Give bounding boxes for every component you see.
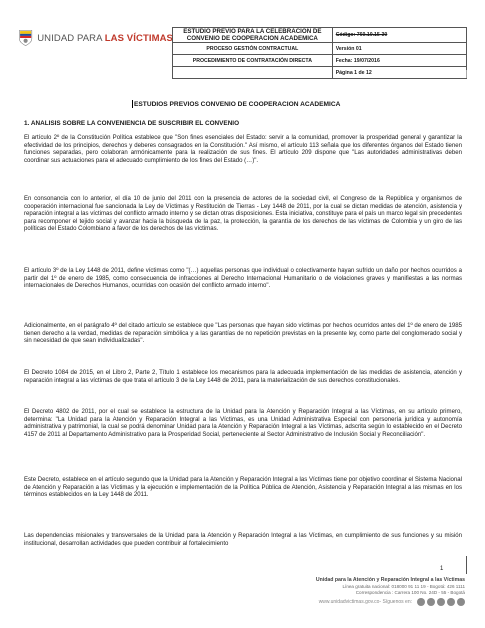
footer-address: Correspondencia : Carrera 100 No. 24D - 55 - Bogotá bbox=[355, 590, 465, 595]
footer bbox=[285, 577, 465, 606]
footer-website-link[interactable]: www.unidadvictimas.gov.co bbox=[318, 599, 380, 605]
footer-entity: Unidad para la Atención y Reparación Integral a las Víctimas bbox=[315, 577, 465, 583]
social-icons bbox=[415, 598, 465, 606]
facebook-icon[interactable] bbox=[427, 598, 435, 606]
page-number: 1 bbox=[440, 566, 444, 572]
footer-web-row bbox=[285, 598, 465, 606]
process-name: PROCESO GESTIÓN CONTRACTUAL bbox=[173, 43, 333, 55]
procedure-name: PROCEDIMIENTO DE CONTRATACIÓN DIRECTA bbox=[173, 55, 333, 67]
instagram-icon[interactable] bbox=[457, 598, 465, 606]
document-code: Código: 760.10.15-30 bbox=[332, 28, 466, 43]
flickr-icon[interactable] bbox=[447, 598, 455, 606]
footer-phone: Línea gratuita nacional: 018000 91 11 19 - Bogotá: 426 1111 bbox=[342, 584, 465, 589]
header-table bbox=[172, 27, 467, 79]
brand-name: UNIDAD PARA LAS VÍCTIMAS bbox=[37, 32, 173, 44]
document-title: ESTUDIOS PREVIOS CONVENIO DE COOPERACION ACADEMICA bbox=[134, 100, 341, 108]
youtube-icon[interactable] bbox=[437, 598, 445, 606]
page-label: Página 1 de 12 bbox=[332, 67, 466, 79]
section-title: 1. ANALISIS SOBRE LA CONVENIENCIA DE SUSCRIBIR EL CONVENIO bbox=[24, 120, 240, 127]
version-label: Versión 01 bbox=[332, 43, 466, 55]
paragraph-1: El artículo 2º de la Constitución Política establece que "Son fines esenciales del Estado: servir a la comunidad, promover la prosperidad general y garantizar la efectividad de los principios, derechos y deberes consagrados en la Constitución." Así mismo, el artículo 113 señala que los diferentes órganos del Estado tienen funciones separadas, pero colaboran armónicamente para la realización de sus fines. El artículo 209 dispone que "Las autoridades administrativas deben coordinar sus actuaciones para el adecuado cumplimiento de los fines del Estado (…)". bbox=[24, 135, 462, 164]
header-spacer bbox=[173, 67, 333, 79]
footer-follow-label: - Síguenos en: bbox=[379, 599, 412, 605]
paragraph-5: El Decreto 1084 de 2015, en el Libro 2, Parte 2, Título 1 establece los mecanismos para la adecuada implementación de las medidas de asistencia, atención y reparación integral a las víctimas de que trata el artículo 3 de la Ley 1448 de 2011, para la materialización de sus derechos constitucionales. bbox=[24, 370, 462, 384]
margin-marker-bottom bbox=[466, 556, 467, 574]
document-type-title: ESTUDIO PREVIO PARA LA CELEBRACION DE CONVENIO DE COOPERACION ACADEMICA bbox=[173, 28, 333, 43]
paragraph-7: Este Decreto, establece en el artículo segundo que la Unidad para la Atención y Reparación Integral a las Víctimas tiene por objetivo coordinar el Sistema Nacional de Atención y Reparación a las Víctimas y la ejecución e implementación de la Política Pública de Atención, Asistencia y Reparación Integral a las mismas en los términos establecidos en la Ley 1448 de 2011. bbox=[24, 477, 462, 499]
paragraph-3: El artículo 3º de la Ley 1448 de 2011, define víctimas como "(…) aquellas personas que individual o colectivamente hayan sufrido un daño por hechos ocurridos a partir del 1º de enero de 1985, como consecuencia de infracciones al Derecho Internacional Humanitario o de violaciones graves y manifiestas a las normas internacionales de Derechos Humanos, ocurridas con ocasión del conflicto armado interno". bbox=[24, 268, 462, 290]
unidad-victimas-logo bbox=[18, 18, 173, 58]
text-cursor bbox=[132, 100, 133, 108]
paragraph-2: En consonancia con lo anterior, el día 10 de junio del 2011 con la presencia de actores de la sociedad civil, el Congreso de la República y organismos de cooperación internacional fue sancionada la Ley de Víctimas y Restitución de Tierras - Ley 1448 de 2011, por la cual se dictan medidas de atención, asistencia y reparación integral a las víctimas del conflicto armado interno y se dictan otras disposiciones. Esta iniciativa, constituye para el país un marco legal sin precedentes para recomponer el tejido social y avanzar hacia la búsqueda de la paz, la protección, la garantía de los derechos de las víctimas de Colombia y un giro de las políticas del Estado Colombiano a favor de los derechos de las víctimas. bbox=[24, 196, 462, 233]
paragraph-6: El Decreto 4802 de 2011, por el cual se establece la estructura de la Unidad para la Atención y Reparación Integral a las Víctimas, en su artículo primero, determina: "La Unidad para la Atención y Reparación Integral a las Víctimas, es una Unidad Administrativa Especial con personería jurídica y autonomía administrativa y patrimonial, la cual se podrá denominar Unidad para la Atención y Reparación Integral a las Víctimas, adscrita según lo establecido en el Decreto 4157 de 2011 al Departamento Administrativo para la Prosperidad Social, perteneciente al Sector Administrativo de Inclusión Social y Reconciliación". bbox=[24, 409, 462, 438]
paragraph-4: Adicionalmente, en el parágrafo 4º del citado artículo se establece que "Las personas que hayan sido víctimas por hechos ocurridos antes del 1º de enero de 1985 tienen derecho a la verdad, medidas de reparación simbólica y a las garantías de no repetición previstas en la presente ley, como parte del conglomerado social y sin necesidad de que sean individualizadas". bbox=[24, 323, 462, 345]
date-label: Fecha: 19/07/2016 bbox=[332, 55, 466, 67]
twitter-icon[interactable] bbox=[417, 598, 425, 606]
margin-marker bbox=[466, 70, 467, 78]
paragraph-8: Las dependencias misionales y transversales de la Unidad para la Atención y Reparación Integral a las Víctimas, en cumplimiento de sus funciones y su misión institucional, desarrollan actividades que pueden contribuir al fortalecimiento bbox=[24, 533, 462, 547]
colombia-shield-icon bbox=[18, 25, 33, 51]
